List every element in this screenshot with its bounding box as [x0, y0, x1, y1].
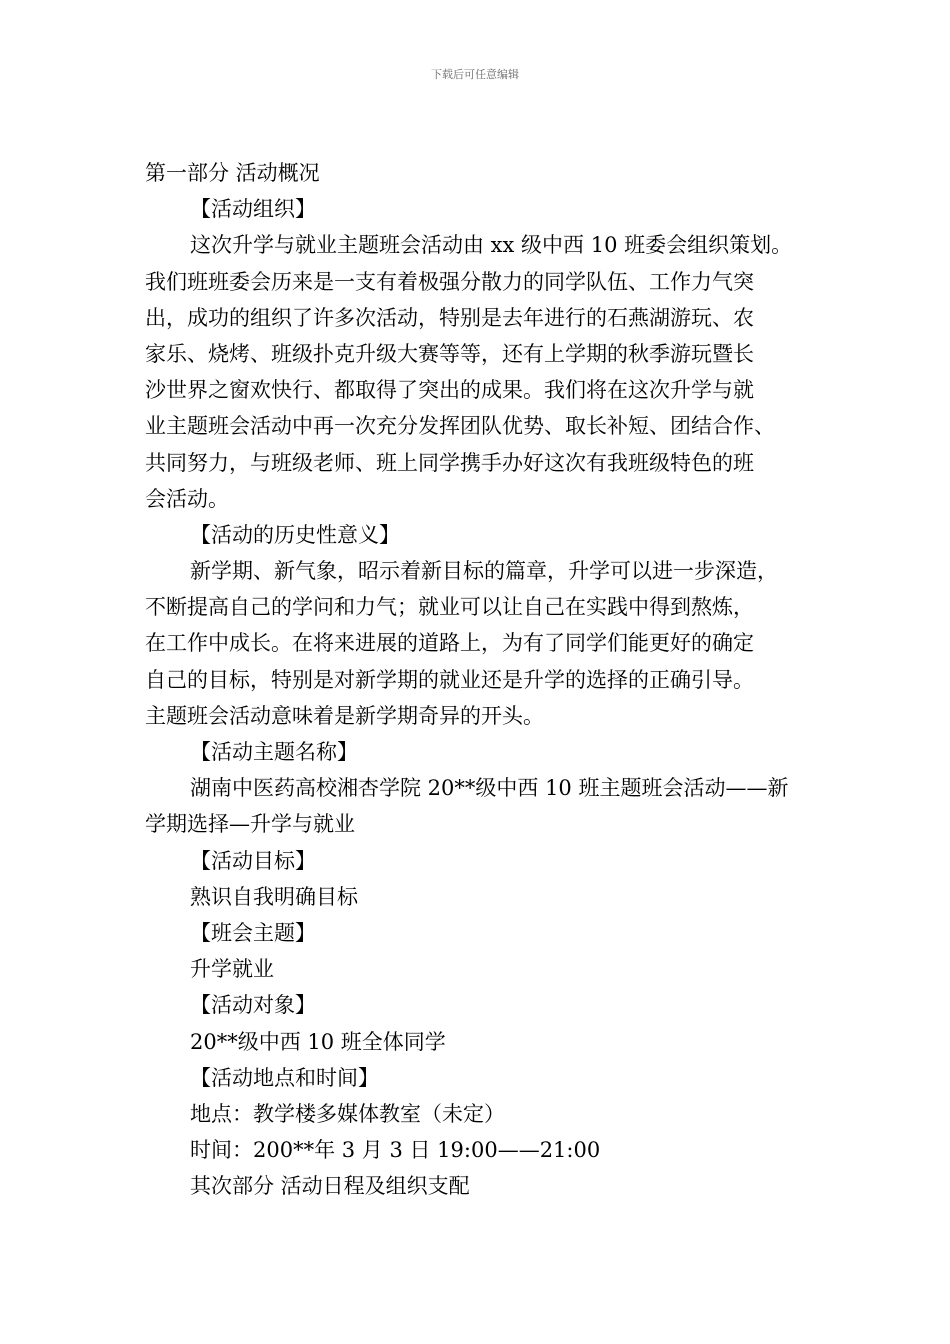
- page-header-note: 下载后可任意编辑: [431, 68, 519, 81]
- time-text: 时间：200**年 3 月 3 日 19:00——21:00: [190, 1138, 601, 1163]
- place-time-heading: 【活动地点和时间】: [190, 1065, 379, 1090]
- paragraph-line: 湖南中医药高校湘杏学院 20**级中西 10 班主题班会活动——新: [190, 776, 789, 801]
- audience-heading: 【活动对象】: [190, 993, 316, 1018]
- paragraph-line: 业主题班会活动中再一次充分发挥团队优势、取长补短、团结合作、: [145, 414, 775, 439]
- goal-text: 熟识自我明确目标: [190, 884, 358, 909]
- significance-paragraph: [145, 553, 835, 734]
- paragraph-line: 学期选择—升学与就业: [145, 812, 355, 837]
- paragraph-line: 家乐、烧烤、班级扑克升级大赛等等，还有上学期的秋季游玩暨长: [145, 341, 754, 366]
- org-paragraph: [145, 227, 835, 517]
- audience-text: 20**级中西 10 班全体同学: [190, 1029, 446, 1054]
- paragraph-line: 共同努力，与班级老师、班上同学携手办好这次有我班级特色的班: [145, 450, 754, 475]
- part2-title: 其次部分 活动日程及组织支配: [190, 1174, 470, 1199]
- significance-heading: 【活动的历史性意义】: [190, 522, 400, 547]
- paragraph-line: 不断提高自己的学问和力气；就业可以让自己在实践中得到熬炼，: [145, 595, 754, 620]
- paragraph-line: 会活动。: [145, 486, 229, 511]
- paragraph-line: 在工作中成长。在将来进展的道路上，为有了同学们能更好的确定: [145, 631, 754, 656]
- paragraph-line: 出，成功的组织了许多次活动，特别是去年进行的石燕湖游玩、农: [145, 305, 754, 330]
- class-theme-text: 升学就业: [190, 957, 274, 982]
- paragraph-line: 我们班班委会历来是一支有着极强分散力的同学队伍、工作力气突: [145, 269, 754, 294]
- paragraph-line: 自己的目标，特别是对新学期的就业还是升学的选择的正确引导。: [145, 667, 754, 692]
- paragraph-line: 沙世界之窗欢快行、都取得了突出的成果。我们将在这次升学与就: [145, 378, 754, 403]
- paragraph-line: 新学期、新气象，昭示着新目标的篇章，升学可以进一步深造，: [190, 559, 778, 584]
- theme-name-paragraph: [145, 770, 835, 842]
- goal-heading: 【活动目标】: [190, 848, 316, 873]
- theme-name-heading: 【活动主题名称】: [190, 740, 358, 764]
- part1-title: 第一部分 活动概况: [145, 161, 320, 185]
- place-text: 地点：教学楼多媒体教室（未定）: [190, 1101, 505, 1126]
- org-heading: 【活动组织】: [190, 197, 316, 222]
- paragraph-line: 这次升学与就业主题班会活动由 xx 级中西 10 班委会组织策划。: [190, 233, 793, 258]
- paragraph-line: 主题班会活动意味着是新学期奇异的开头。: [145, 703, 544, 728]
- document-body: [145, 155, 835, 1204]
- class-theme-heading: 【班会主题】: [190, 920, 316, 945]
